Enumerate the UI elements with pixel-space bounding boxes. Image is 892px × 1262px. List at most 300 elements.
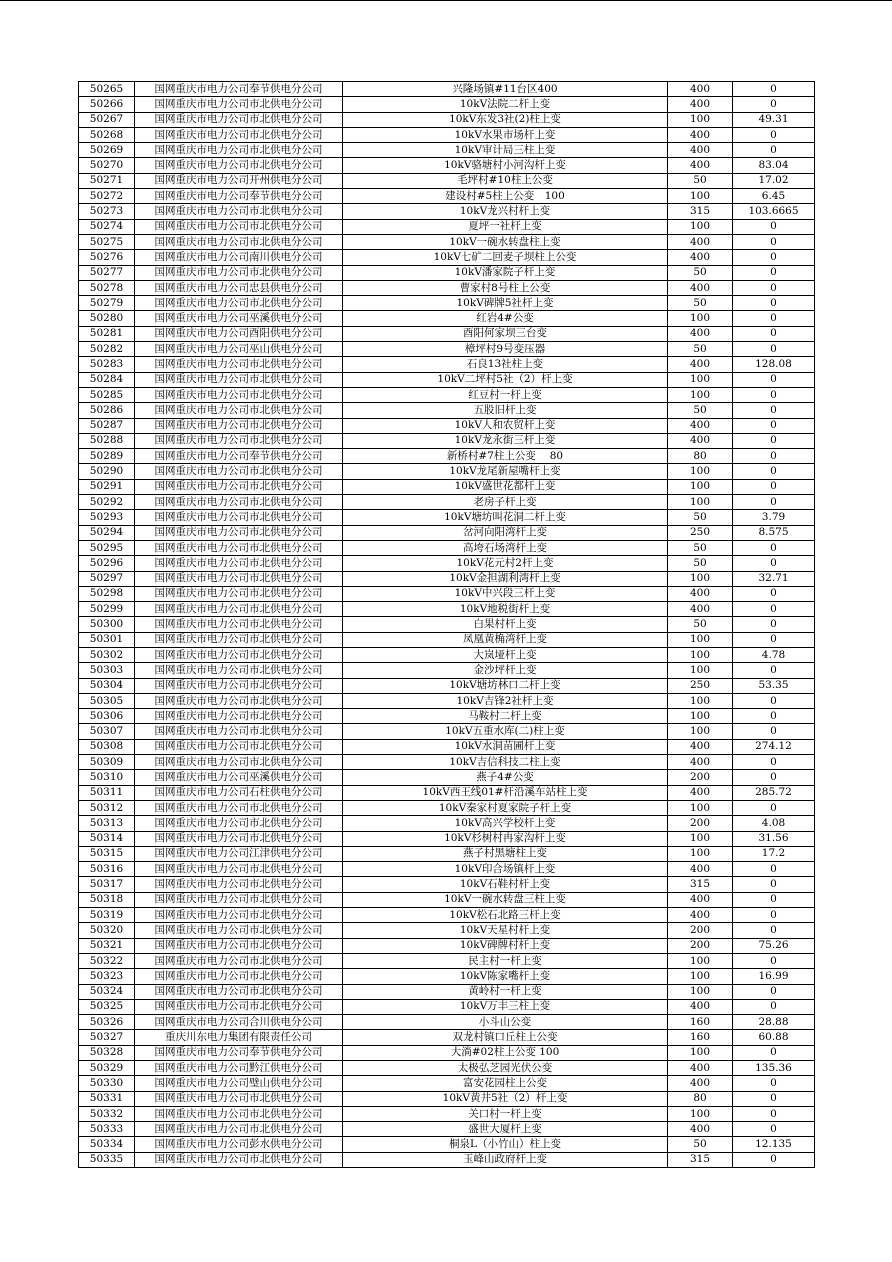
value-cell: 0: [733, 449, 815, 464]
capacity-cell: 80: [668, 449, 733, 464]
transformer-name-cell: 10kV龙兴村杆上变: [343, 204, 668, 219]
value-cell: 0: [733, 296, 815, 311]
company-cell: 国网重庆市电力公司市北供电分公司: [135, 739, 343, 754]
row-id-cell: 50265: [79, 82, 135, 97]
value-cell: 17.2: [733, 846, 815, 861]
table-row: [79, 755, 815, 770]
capacity-cell: 160: [668, 1015, 733, 1030]
table-row: [79, 816, 815, 831]
transformer-name-cell: 10kV法院二杆上变: [343, 97, 668, 112]
value-cell: 0: [733, 724, 815, 739]
row-id-cell: 50271: [79, 173, 135, 188]
company-cell: 国网重庆市电力公司市北供电分公司: [135, 1106, 343, 1121]
row-id-cell: 50325: [79, 999, 135, 1014]
capacity-cell: 400: [668, 326, 733, 341]
capacity-cell: 400: [668, 602, 733, 617]
capacity-cell: 400: [668, 586, 733, 601]
transformer-name-cell: 10kV碑牌5社杆上变: [343, 296, 668, 311]
company-cell: 国网重庆市电力公司市北供电分公司: [135, 495, 343, 510]
transformer-name-cell: 高垮石场湾杆上变: [343, 540, 668, 555]
company-cell: 国网重庆市电力公司市北供电分公司: [135, 219, 343, 234]
company-cell: 国网重庆市电力公司市北供电分公司: [135, 143, 343, 158]
value-cell: 32.71: [733, 571, 815, 586]
row-id-cell: 50277: [79, 265, 135, 280]
capacity-cell: 400: [668, 1076, 733, 1091]
table-row: [79, 908, 815, 923]
row-id-cell: 50315: [79, 846, 135, 861]
company-cell: 国网重庆市电力公司巫溪供电分公司: [135, 311, 343, 326]
value-cell: 0: [733, 387, 815, 402]
table-body: [79, 82, 815, 1168]
company-cell: 国网重庆市电力公司市北供电分公司: [135, 433, 343, 448]
table-row: [79, 387, 815, 402]
transformer-name-cell: 10kV一碗水转盘三柱上变: [343, 892, 668, 907]
value-cell: 0: [733, 82, 815, 97]
capacity-cell: 100: [668, 112, 733, 127]
table-row: [79, 969, 815, 984]
row-id-cell: 50273: [79, 204, 135, 219]
table-row: [79, 693, 815, 708]
row-id-cell: 50302: [79, 647, 135, 662]
company-cell: 国网重庆市电力公司奉节供电分公司: [135, 82, 343, 97]
capacity-cell: 50: [668, 403, 733, 418]
capacity-cell: 50: [668, 617, 733, 632]
value-cell: 8.575: [733, 525, 815, 540]
capacity-cell: 400: [668, 234, 733, 249]
value-cell: 0: [733, 1122, 815, 1137]
value-cell: 128.08: [733, 357, 815, 372]
capacity-cell: 50: [668, 296, 733, 311]
table-row: [79, 984, 815, 999]
value-cell: 0: [733, 1091, 815, 1106]
row-id-cell: 50293: [79, 510, 135, 525]
table-row: [79, 1091, 815, 1106]
row-id-cell: 50317: [79, 877, 135, 892]
value-cell: 17.02: [733, 173, 815, 188]
value-cell: 0: [733, 127, 815, 142]
value-cell: 49.31: [733, 112, 815, 127]
capacity-cell: 400: [668, 999, 733, 1014]
table-row: [79, 158, 815, 173]
value-cell: 28.88: [733, 1015, 815, 1030]
row-id-cell: 50314: [79, 831, 135, 846]
capacity-cell: 100: [668, 831, 733, 846]
table-row: [79, 663, 815, 678]
table-row: [79, 923, 815, 938]
company-cell: 国网重庆市电力公司市北供电分公司: [135, 908, 343, 923]
transformer-name-cell: 10kV石鞋村杆上变: [343, 877, 668, 892]
row-id-cell: 50272: [79, 189, 135, 204]
row-id-cell: 50319: [79, 908, 135, 923]
transformer-name-cell: 10kV水洞苗圃杆上变: [343, 739, 668, 754]
value-cell: 0: [733, 495, 815, 510]
value-cell: 0: [733, 586, 815, 601]
capacity-cell: 200: [668, 816, 733, 831]
transformer-name-cell: 10kV龙永街三杆上变: [343, 433, 668, 448]
table-row: [79, 449, 815, 464]
company-cell: 国网重庆市电力公司市北供电分公司: [135, 418, 343, 433]
table-row: [79, 495, 815, 510]
company-cell: 国网重庆市电力公司市北供电分公司: [135, 693, 343, 708]
table-row: [79, 831, 815, 846]
company-cell: 国网重庆市电力公司奉节供电分公司: [135, 1045, 343, 1060]
transformer-name-cell: 关口村一杆上变: [343, 1106, 668, 1121]
capacity-cell: 100: [668, 846, 733, 861]
company-cell: 国网重庆市电力公司市北供电分公司: [135, 357, 343, 372]
table-row: [79, 617, 815, 632]
company-cell: 国网重庆市电力公司石柱供电分公司: [135, 785, 343, 800]
capacity-cell: 100: [668, 724, 733, 739]
value-cell: 0: [733, 602, 815, 617]
company-cell: 国网重庆市电力公司市北供电分公司: [135, 1122, 343, 1137]
value-cell: 0: [733, 1152, 815, 1167]
capacity-cell: 400: [668, 862, 733, 877]
table-row: [79, 1122, 815, 1137]
row-id-cell: 50331: [79, 1091, 135, 1106]
transformer-name-cell: 老房子杆上变: [343, 495, 668, 510]
capacity-cell: 50: [668, 342, 733, 357]
row-id-cell: 50286: [79, 403, 135, 418]
row-id-cell: 50300: [79, 617, 135, 632]
transformer-name-cell: 10kV天星村杆上变: [343, 923, 668, 938]
row-id-cell: 50294: [79, 525, 135, 540]
capacity-cell: 100: [668, 1106, 733, 1121]
value-cell: 0: [733, 923, 815, 938]
table-row: [79, 1061, 815, 1076]
company-cell: 国网重庆市电力公司市北供电分公司: [135, 709, 343, 724]
row-id-cell: 50328: [79, 1045, 135, 1060]
table-row: [79, 678, 815, 693]
capacity-cell: 400: [668, 1061, 733, 1076]
value-cell: 0: [733, 479, 815, 494]
value-cell: 31.56: [733, 831, 815, 846]
company-cell: 重庆川东电力集团有限责任公司: [135, 1030, 343, 1045]
company-cell: 国网重庆市电力公司市北供电分公司: [135, 540, 343, 555]
table-row: [79, 602, 815, 617]
capacity-cell: 50: [668, 173, 733, 188]
capacity-cell: 250: [668, 678, 733, 693]
row-id-cell: 50278: [79, 280, 135, 295]
capacity-cell: 100: [668, 571, 733, 586]
row-id-cell: 50326: [79, 1015, 135, 1030]
capacity-cell: 50: [668, 510, 733, 525]
transformer-name-cell: 双龙村镇口丘柱上公变: [343, 1030, 668, 1045]
capacity-cell: 100: [668, 632, 733, 647]
table-row: [79, 1045, 815, 1060]
capacity-cell: 315: [668, 877, 733, 892]
capacity-cell: 400: [668, 250, 733, 265]
table-row: [79, 785, 815, 800]
table-row: [79, 403, 815, 418]
table-row: [79, 1106, 815, 1121]
company-cell: 国网重庆市电力公司市北供电分公司: [135, 372, 343, 387]
transformer-name-cell: 曹家村8号柱上公变: [343, 280, 668, 295]
transformer-name-cell: 10kV杉树村冉家沟杆上变: [343, 831, 668, 846]
transformer-name-cell: 10kV高兴学校杆上变: [343, 816, 668, 831]
table-row: [79, 143, 815, 158]
value-cell: 0: [733, 862, 815, 877]
company-cell: 国网重庆市电力公司黔江供电分公司: [135, 1061, 343, 1076]
company-cell: 国网重庆市电力公司市北供电分公司: [135, 464, 343, 479]
value-cell: 4.08: [733, 816, 815, 831]
capacity-cell: 100: [668, 479, 733, 494]
row-id-cell: 50288: [79, 433, 135, 448]
table-row: [79, 632, 815, 647]
table-row: [79, 525, 815, 540]
table-row: [79, 433, 815, 448]
company-cell: 国网重庆市电力公司酉阳供电分公司: [135, 326, 343, 341]
table-row: [79, 464, 815, 479]
transformer-name-cell: 10kV花元村2杆上变: [343, 556, 668, 571]
transformer-name-cell: 10kV碑牌村杆上变: [343, 938, 668, 953]
row-id-cell: 50321: [79, 938, 135, 953]
company-cell: 国网重庆市电力公司市北供电分公司: [135, 265, 343, 280]
value-cell: 0: [733, 984, 815, 999]
company-cell: 国网重庆市电力公司市北供电分公司: [135, 892, 343, 907]
company-cell: 国网重庆市电力公司市北供电分公司: [135, 724, 343, 739]
row-id-cell: 50308: [79, 739, 135, 754]
capacity-cell: 100: [668, 311, 733, 326]
company-cell: 国网重庆市电力公司市北供电分公司: [135, 999, 343, 1014]
value-cell: 75.26: [733, 938, 815, 953]
value-cell: 0: [733, 877, 815, 892]
company-cell: 国网重庆市电力公司市北供电分公司: [135, 112, 343, 127]
company-cell: 国网重庆市电力公司巫溪供电分公司: [135, 770, 343, 785]
transformer-name-cell: 凤凰黄桷湾杆上变: [343, 632, 668, 647]
company-cell: 国网重庆市电力公司市北供电分公司: [135, 234, 343, 249]
capacity-cell: 80: [668, 1091, 733, 1106]
row-id-cell: 50269: [79, 143, 135, 158]
capacity-cell: 250: [668, 525, 733, 540]
table-row: [79, 1152, 815, 1167]
company-cell: 国网重庆市电力公司彭水供电分公司: [135, 1137, 343, 1152]
row-id-cell: 50296: [79, 556, 135, 571]
row-id-cell: 50320: [79, 923, 135, 938]
value-cell: 0: [733, 617, 815, 632]
page-top-border: [0, 0, 892, 1]
row-id-cell: 50276: [79, 250, 135, 265]
table-row: [79, 846, 815, 861]
company-cell: 国网重庆市电力公司市北供电分公司: [135, 586, 343, 601]
capacity-cell: 400: [668, 1122, 733, 1137]
row-id-cell: 50270: [79, 158, 135, 173]
value-cell: 3.79: [733, 510, 815, 525]
row-id-cell: 50266: [79, 97, 135, 112]
value-cell: 0: [733, 265, 815, 280]
table-row: [79, 265, 815, 280]
company-cell: 国网重庆市电力公司奉节供电分公司: [135, 449, 343, 464]
row-id-cell: 50281: [79, 326, 135, 341]
table-row: [79, 296, 815, 311]
value-cell: 0: [733, 342, 815, 357]
value-cell: 0: [733, 663, 815, 678]
transformer-name-cell: 民主村一杆上变: [343, 953, 668, 968]
row-id-cell: 50310: [79, 770, 135, 785]
company-cell: 国网重庆市电力公司市北供电分公司: [135, 571, 343, 586]
table-row: [79, 862, 815, 877]
table-row: [79, 342, 815, 357]
capacity-cell: 400: [668, 755, 733, 770]
value-cell: 285.72: [733, 785, 815, 800]
transformer-name-cell: 10kV塘坊叫花洞二杆上变: [343, 510, 668, 525]
company-cell: 国网重庆市电力公司江津供电分公司: [135, 846, 343, 861]
table-row: [79, 586, 815, 601]
company-cell: 国网重庆市电力公司市北供电分公司: [135, 296, 343, 311]
value-cell: 83.04: [733, 158, 815, 173]
value-cell: 0: [733, 464, 815, 479]
value-cell: 16.99: [733, 969, 815, 984]
value-cell: 0: [733, 403, 815, 418]
row-id-cell: 50304: [79, 678, 135, 693]
transformer-name-cell: 大淌#02柱上公变 100: [343, 1045, 668, 1060]
transformer-name-cell: 10kV东发3社(2)柱上变: [343, 112, 668, 127]
capacity-cell: 400: [668, 97, 733, 112]
capacity-cell: 400: [668, 357, 733, 372]
row-id-cell: 50284: [79, 372, 135, 387]
company-cell: 国网重庆市电力公司市北供电分公司: [135, 938, 343, 953]
row-id-cell: 50291: [79, 479, 135, 494]
table-row: [79, 372, 815, 387]
company-cell: 国网重庆市电力公司忠县供电分公司: [135, 280, 343, 295]
capacity-cell: 200: [668, 770, 733, 785]
value-cell: 0: [733, 908, 815, 923]
row-id-cell: 50279: [79, 296, 135, 311]
company-cell: 国网重庆市电力公司市北供电分公司: [135, 923, 343, 938]
company-cell: 国网重庆市电力公司市北供电分公司: [135, 1152, 343, 1167]
table-row: [79, 724, 815, 739]
company-cell: 国网重庆市电力公司市北供电分公司: [135, 403, 343, 418]
row-id-cell: 50268: [79, 127, 135, 142]
value-cell: 0: [733, 709, 815, 724]
value-cell: 0: [733, 1045, 815, 1060]
transformer-name-cell: 酉阳何家坝三台变: [343, 326, 668, 341]
transformer-name-cell: 10kV水果市场杆上变: [343, 127, 668, 142]
company-cell: 国网重庆市电力公司市北供电分公司: [135, 204, 343, 219]
transformer-name-cell: 小斗山公变: [343, 1015, 668, 1030]
transformer-name-cell: 10kV吉信科技二柱上变: [343, 755, 668, 770]
row-id-cell: 50267: [79, 112, 135, 127]
company-cell: 国网重庆市电力公司市北供电分公司: [135, 969, 343, 984]
transformer-name-cell: 红岩4#公变: [343, 311, 668, 326]
value-cell: 0: [733, 97, 815, 112]
row-id-cell: 50330: [79, 1076, 135, 1091]
transformer-name-cell: 马鞍村二杆上变: [343, 709, 668, 724]
row-id-cell: 50327: [79, 1030, 135, 1045]
value-cell: 0: [733, 755, 815, 770]
capacity-cell: 50: [668, 265, 733, 280]
capacity-cell: 400: [668, 158, 733, 173]
company-cell: 国网重庆市电力公司市北供电分公司: [135, 663, 343, 678]
table-row: [79, 250, 815, 265]
capacity-cell: 50: [668, 540, 733, 555]
value-cell: 0: [733, 1106, 815, 1121]
table-row: [79, 234, 815, 249]
value-cell: 0: [733, 372, 815, 387]
transformer-name-cell: 白果村杆上变: [343, 617, 668, 632]
value-cell: 0: [733, 1076, 815, 1091]
capacity-cell: 200: [668, 938, 733, 953]
table-row: [79, 709, 815, 724]
row-id-cell: 50282: [79, 342, 135, 357]
table-row: [79, 938, 815, 953]
transformer-name-cell: 10kV陈家嘴杆上变: [343, 969, 668, 984]
value-cell: 0: [733, 433, 815, 448]
row-id-cell: 50295: [79, 540, 135, 555]
capacity-cell: 100: [668, 189, 733, 204]
row-id-cell: 50275: [79, 234, 135, 249]
capacity-cell: 100: [668, 647, 733, 662]
capacity-cell: 400: [668, 785, 733, 800]
row-id-cell: 50292: [79, 495, 135, 510]
row-id-cell: 50311: [79, 785, 135, 800]
transformer-name-cell: 10kV地税街杆上变: [343, 602, 668, 617]
capacity-cell: 50: [668, 556, 733, 571]
company-cell: 国网重庆市电力公司奉节供电分公司: [135, 189, 343, 204]
transformer-name-cell: 10kV中兴段三杆上变: [343, 586, 668, 601]
company-cell: 国网重庆市电力公司璧山供电分公司: [135, 1076, 343, 1091]
transformer-name-cell: 10kV审计局三柱上变: [343, 143, 668, 158]
value-cell: 135.36: [733, 1061, 815, 1076]
transformer-name-cell: 10kV五重水库(二)柱上变: [343, 724, 668, 739]
company-cell: 国网重庆市电力公司市北供电分公司: [135, 953, 343, 968]
capacity-cell: 100: [668, 984, 733, 999]
company-cell: 国网重庆市电力公司市北供电分公司: [135, 831, 343, 846]
row-id-cell: 50329: [79, 1061, 135, 1076]
table-row: [79, 173, 815, 188]
table-row: [79, 326, 815, 341]
row-id-cell: 50280: [79, 311, 135, 326]
transformer-name-cell: 10kV龙尾新屋嘴杆上变: [343, 464, 668, 479]
transformer-name-cell: 燕子村黑塘柱上变: [343, 846, 668, 861]
capacity-cell: 100: [668, 693, 733, 708]
table-row: [79, 571, 815, 586]
transformer-name-cell: 10kV骆塘村小河沟杆上变: [343, 158, 668, 173]
transformer-name-cell: 兴隆场镇#11台区400: [343, 82, 668, 97]
company-cell: 国网重庆市电力公司市北供电分公司: [135, 678, 343, 693]
transformer-name-cell: 盛世大厦杆上变: [343, 1122, 668, 1137]
company-cell: 国网重庆市电力公司市北供电分公司: [135, 510, 343, 525]
row-id-cell: 50283: [79, 357, 135, 372]
capacity-cell: 400: [668, 433, 733, 448]
company-cell: 国网重庆市电力公司市北供电分公司: [135, 602, 343, 617]
table-row: [79, 311, 815, 326]
transformer-name-cell: 10kV黄井5社（2）杆上变: [343, 1091, 668, 1106]
transformer-table: [78, 81, 815, 1168]
table-row: [79, 953, 815, 968]
row-id-cell: 50334: [79, 1137, 135, 1152]
value-cell: 0: [733, 693, 815, 708]
company-cell: 国网重庆市电力公司市北供电分公司: [135, 556, 343, 571]
capacity-cell: 100: [668, 219, 733, 234]
row-id-cell: 50301: [79, 632, 135, 647]
value-cell: 0: [733, 800, 815, 815]
value-cell: 4.78: [733, 647, 815, 662]
transformer-name-cell: 10kV一碗水转盘柱上变: [343, 234, 668, 249]
row-id-cell: 50333: [79, 1122, 135, 1137]
value-cell: 0: [733, 892, 815, 907]
company-cell: 国网重庆市电力公司南川供电分公司: [135, 250, 343, 265]
row-id-cell: 50274: [79, 219, 135, 234]
transformer-name-cell: 金沙坪杆上变: [343, 663, 668, 678]
table-row: [79, 189, 815, 204]
table-row: [79, 877, 815, 892]
table-row: [79, 1030, 815, 1045]
row-id-cell: 50335: [79, 1152, 135, 1167]
transformer-name-cell: 10kV潘家院子杆上变: [343, 265, 668, 280]
row-id-cell: 50289: [79, 449, 135, 464]
company-cell: 国网重庆市电力公司市北供电分公司: [135, 479, 343, 494]
value-cell: 0: [733, 234, 815, 249]
